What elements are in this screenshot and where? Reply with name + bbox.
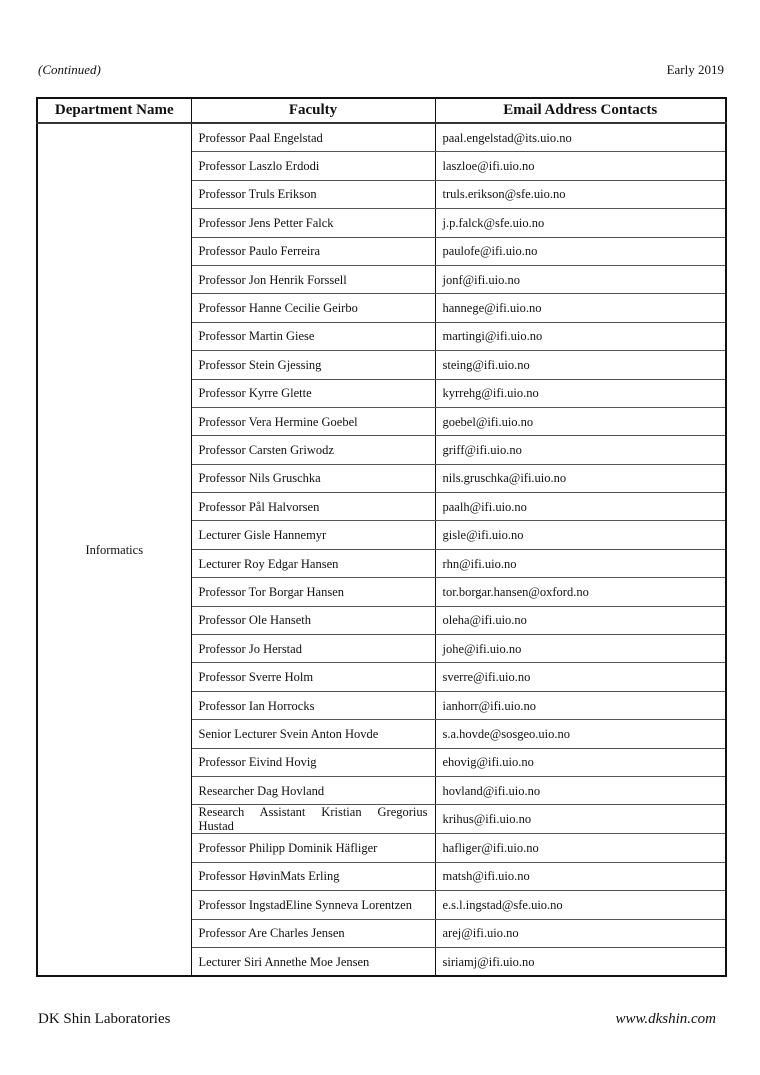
faculty-cell: Professor Paal Engelstad bbox=[191, 123, 435, 152]
faculty-cell: Professor Eivind Hovig bbox=[191, 748, 435, 776]
email-cell: tor.borgar.hansen@oxford.no bbox=[435, 578, 726, 606]
email-cell: oleha@ifi.uio.no bbox=[435, 606, 726, 634]
email-cell: gisle@ifi.uio.no bbox=[435, 521, 726, 549]
email-cell: paulofe@ifi.uio.no bbox=[435, 237, 726, 265]
email-cell: steing@ifi.uio.no bbox=[435, 351, 726, 379]
email-cell: hannege@ifi.uio.no bbox=[435, 294, 726, 322]
faculty-directory-table bbox=[36, 97, 727, 977]
footer-website: www.dkshin.com bbox=[615, 1011, 716, 1027]
email-cell: siriamj@ifi.uio.no bbox=[435, 947, 726, 976]
email-cell: ianhorr@ifi.uio.no bbox=[435, 691, 726, 719]
email-cell: goebel@ifi.uio.no bbox=[435, 407, 726, 435]
email-cell: paalh@ifi.uio.no bbox=[435, 493, 726, 521]
email-cell: hovland@ifi.uio.no bbox=[435, 776, 726, 804]
date-label: Early 2019 bbox=[666, 62, 724, 77]
email-cell: truls.erikson@sfe.uio.no bbox=[435, 180, 726, 208]
column-header-department: Department Name bbox=[37, 98, 191, 123]
email-cell: ehovig@ifi.uio.no bbox=[435, 748, 726, 776]
email-cell: johe@ifi.uio.no bbox=[435, 635, 726, 663]
column-header-faculty: Faculty bbox=[191, 98, 435, 123]
faculty-cell: Professor Paulo Ferreira bbox=[191, 237, 435, 265]
faculty-cell: Professor HøvinMats Erling bbox=[191, 862, 435, 890]
email-cell: j.p.falck@sfe.uio.no bbox=[435, 209, 726, 237]
email-cell: nils.gruschka@ifi.uio.no bbox=[435, 464, 726, 492]
faculty-cell: Professor Hanne Cecilie Geirbo bbox=[191, 294, 435, 322]
faculty-cell: Professor Vera Hermine Goebel bbox=[191, 407, 435, 435]
faculty-cell: Professor Nils Gruschka bbox=[191, 464, 435, 492]
faculty-cell: Professor Pål Halvorsen bbox=[191, 493, 435, 521]
faculty-cell: Professor Kyrre Glette bbox=[191, 379, 435, 407]
email-cell: sverre@ifi.uio.no bbox=[435, 663, 726, 691]
faculty-cell: Researcher Dag Hovland bbox=[191, 776, 435, 804]
faculty-cell: Lecturer Siri Annethe Moe Jensen bbox=[191, 947, 435, 976]
email-cell: martingi@ifi.uio.no bbox=[435, 322, 726, 350]
faculty-cell: Professor Ian Horrocks bbox=[191, 691, 435, 719]
email-cell: kyrrehg@ifi.uio.no bbox=[435, 379, 726, 407]
faculty-cell-line-2: Hustad bbox=[198, 819, 234, 834]
email-cell: hafliger@ifi.uio.no bbox=[435, 834, 726, 862]
department-cell: Informatics bbox=[37, 123, 191, 976]
faculty-cell: Professor Ole Hanseth bbox=[191, 606, 435, 634]
faculty-cell bbox=[191, 805, 435, 834]
table-header-row bbox=[37, 98, 726, 123]
email-cell: laszloe@ifi.uio.no bbox=[435, 152, 726, 180]
email-cell: paal.engelstad@its.uio.no bbox=[435, 123, 726, 152]
faculty-cell: Senior Lecturer Svein Anton Hovde bbox=[191, 720, 435, 748]
email-cell: rhn@ifi.uio.no bbox=[435, 549, 726, 577]
email-cell: griff@ifi.uio.no bbox=[435, 436, 726, 464]
faculty-cell: Professor Are Charles Jensen bbox=[191, 919, 435, 947]
email-cell: s.a.hovde@sosgeo.uio.no bbox=[435, 720, 726, 748]
faculty-cell: Professor Laszlo Erdodi bbox=[191, 152, 435, 180]
faculty-cell: Professor Martin Giese bbox=[191, 322, 435, 350]
faculty-cell: Professor Stein Gjessing bbox=[191, 351, 435, 379]
continued-label: (Continued) bbox=[38, 62, 101, 77]
faculty-cell: Lecturer Roy Edgar Hansen bbox=[191, 549, 435, 577]
footer-organization: DK Shin Laboratories bbox=[38, 1011, 171, 1027]
faculty-cell: Professor Sverre Holm bbox=[191, 663, 435, 691]
faculty-cell: Lecturer Gisle Hannemyr bbox=[191, 521, 435, 549]
table-row bbox=[37, 123, 726, 152]
faculty-cell: Professor Jens Petter Falck bbox=[191, 209, 435, 237]
faculty-cell-line-1: Research Assistant Kristian Gregorius bbox=[198, 805, 428, 820]
faculty-cell: Professor Philipp Dominik Häfliger bbox=[191, 834, 435, 862]
faculty-cell: Professor Jon Henrik Forssell bbox=[191, 265, 435, 293]
faculty-cell: Professor IngstadEline Synneva Lorentzen bbox=[191, 891, 435, 919]
faculty-cell: Professor Tor Borgar Hansen bbox=[191, 578, 435, 606]
faculty-cell: Professor Jo Herstad bbox=[191, 635, 435, 663]
email-cell: krihus@ifi.uio.no bbox=[435, 805, 726, 834]
column-header-email: Email Address Contacts bbox=[435, 98, 726, 123]
email-cell: e.s.l.ingstad@sfe.uio.no bbox=[435, 891, 726, 919]
email-cell: jonf@ifi.uio.no bbox=[435, 265, 726, 293]
email-cell: arej@ifi.uio.no bbox=[435, 919, 726, 947]
faculty-cell: Professor Carsten Griwodz bbox=[191, 436, 435, 464]
email-cell: matsh@ifi.uio.no bbox=[435, 862, 726, 890]
faculty-cell: Professor Truls Erikson bbox=[191, 180, 435, 208]
